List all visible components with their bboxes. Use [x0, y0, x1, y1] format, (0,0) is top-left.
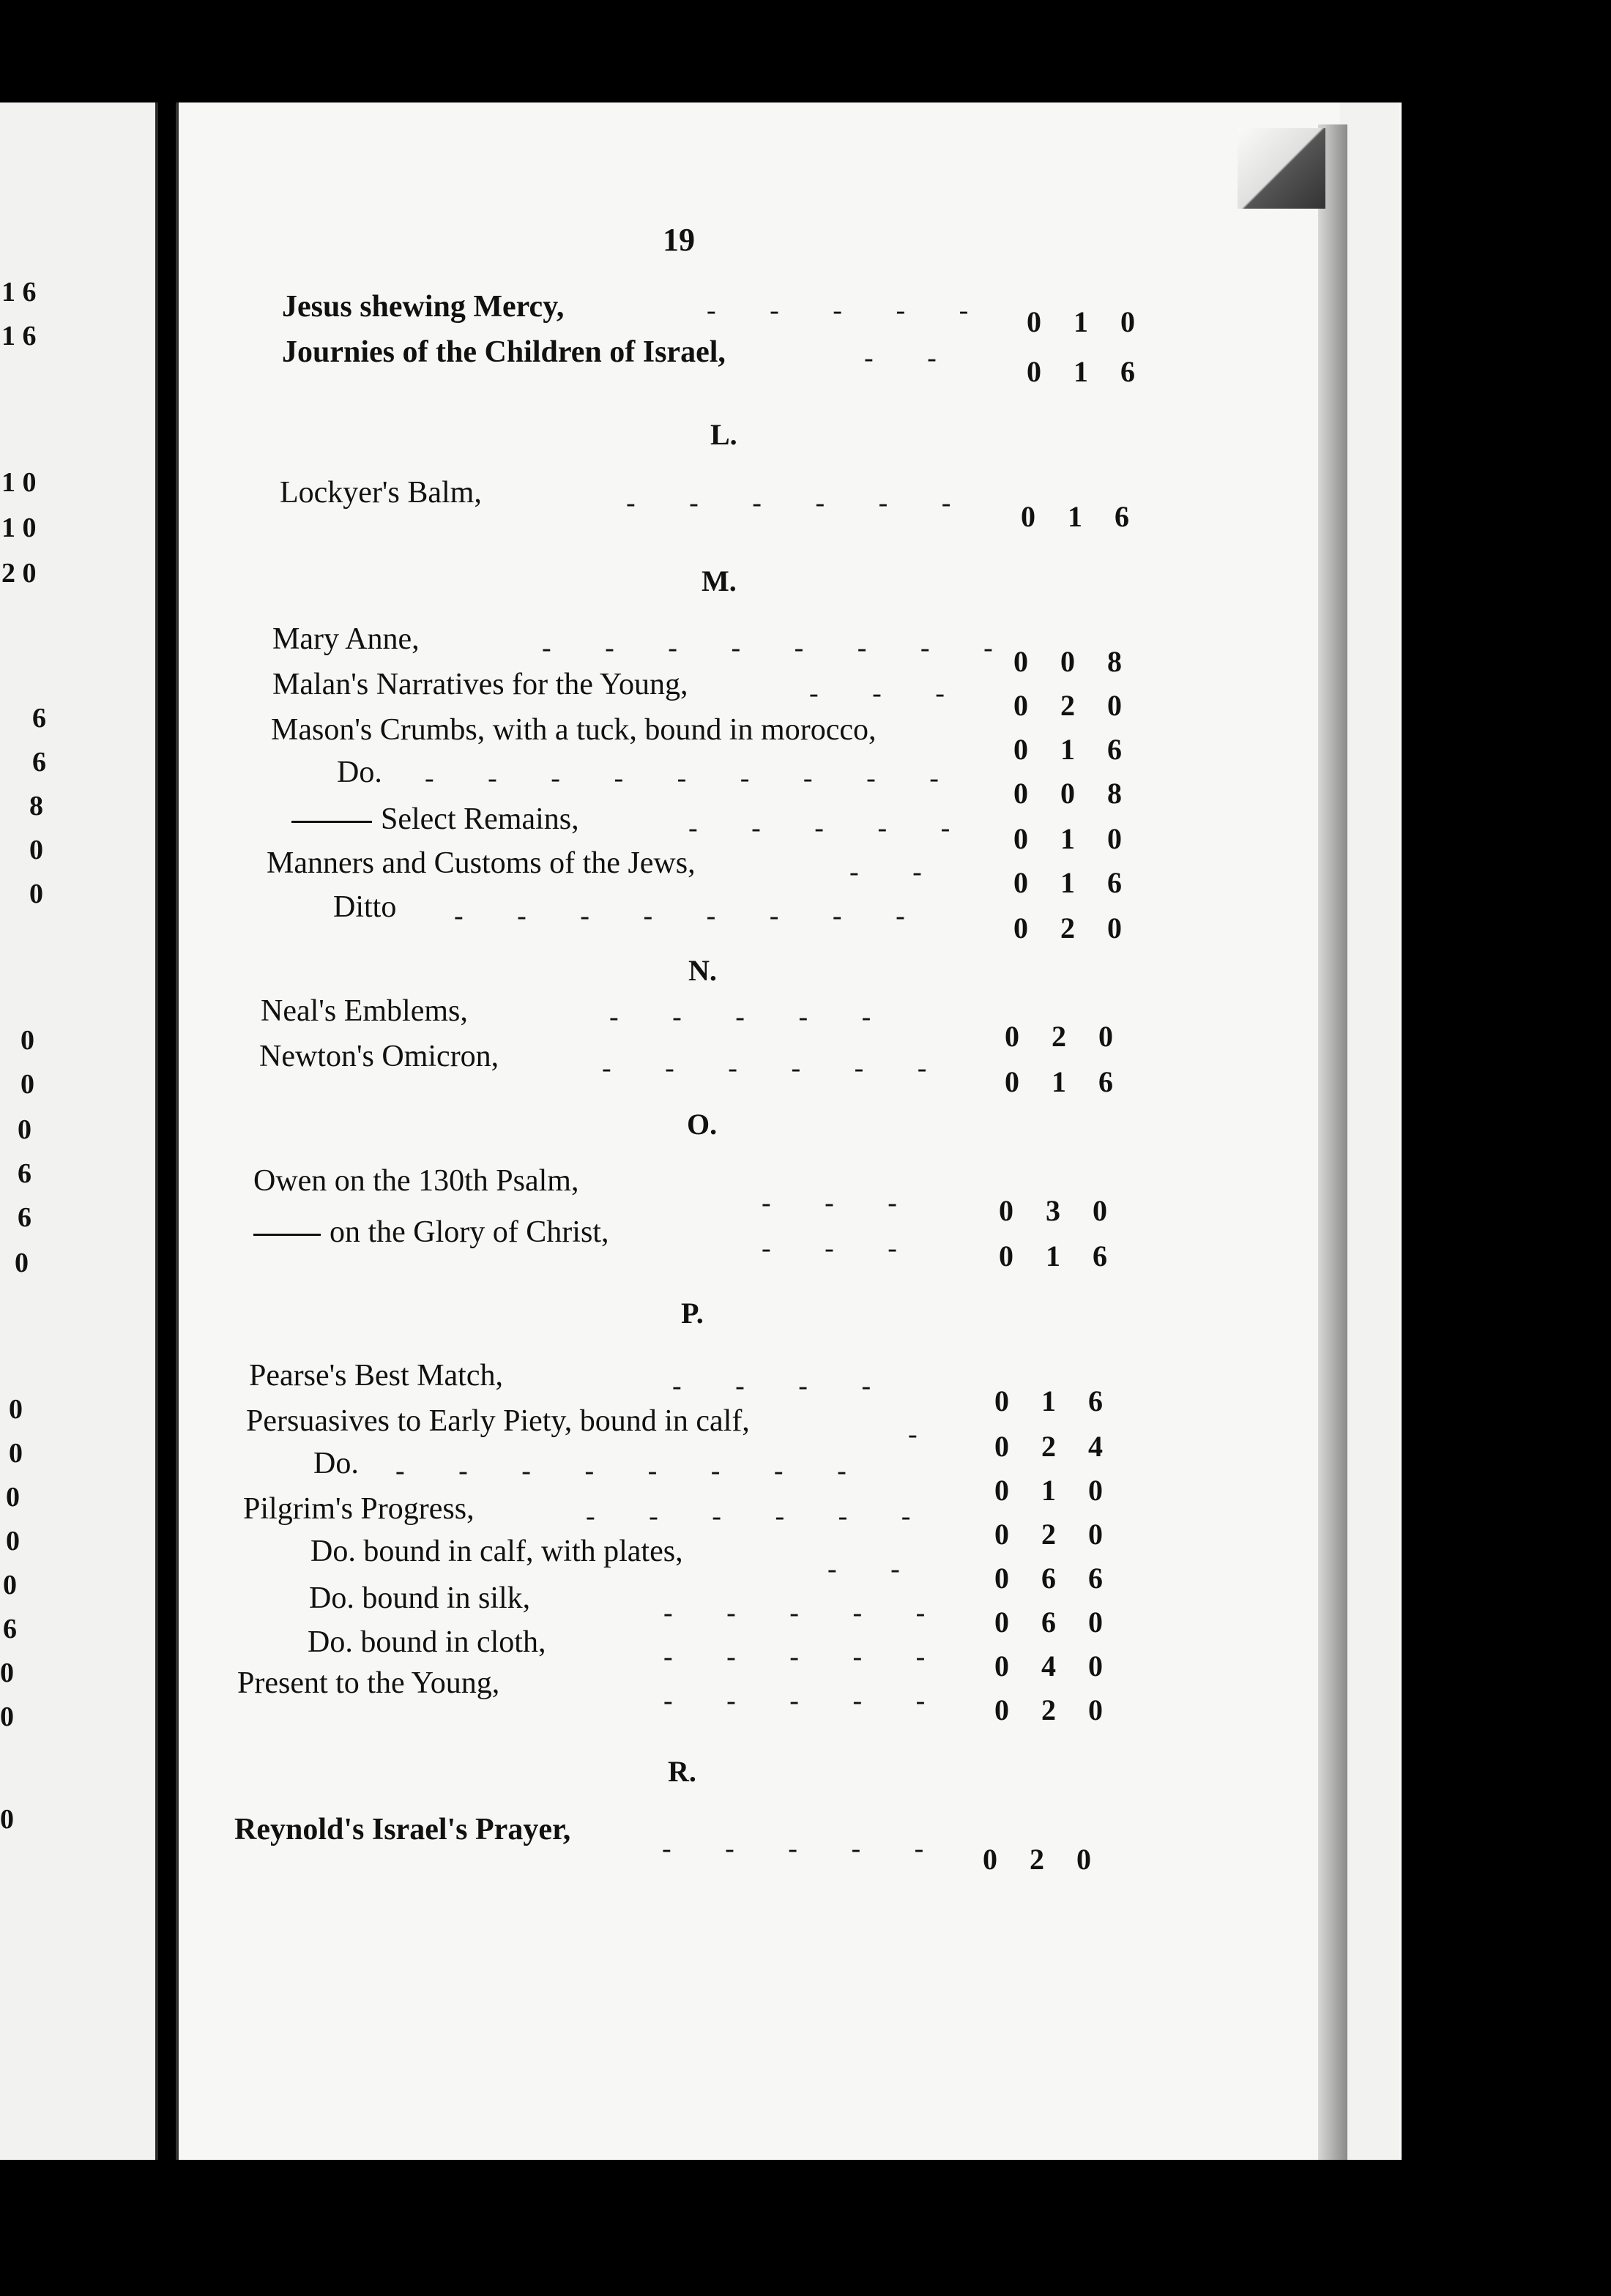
- leader-dots: - - - - - -: [626, 488, 975, 518]
- entry-price: 0 1 6: [1013, 866, 1122, 899]
- entry-title: Do. bound in silk,: [309, 1581, 531, 1615]
- leader-dots: - - - - -: [707, 295, 992, 326]
- page-edge-shadow: [1318, 124, 1347, 2160]
- entry-title: Journies of the Children of Israel,: [282, 335, 726, 369]
- left-page-number: 1 6: [1, 321, 37, 351]
- entry-title: Owen on the 130th Psalm,: [253, 1164, 579, 1198]
- entry-price: 0 0 8: [1013, 777, 1122, 810]
- section-heading: L.: [710, 418, 737, 451]
- left-page-number: 0: [21, 1069, 34, 1100]
- left-page-number: 2 0: [1, 558, 37, 589]
- leader-dots: - - - - -: [688, 813, 974, 843]
- left-page-number: 6: [18, 1202, 31, 1233]
- leader-dots: - - -: [762, 1233, 920, 1264]
- leader-dots: - -: [864, 343, 960, 373]
- leader-dots: - - - - - - - -: [454, 901, 929, 931]
- entry-title: on the Glory of Christ,: [253, 1217, 609, 1248]
- entry-price: 0 1 0: [994, 1474, 1103, 1507]
- left-page-number: 6: [32, 747, 46, 778]
- left-page-number: 8: [29, 791, 43, 821]
- left-page-number: 1 0: [1, 512, 37, 543]
- left-page-fragment: [0, 102, 158, 2160]
- leader-dots: - - - - -: [663, 1598, 949, 1628]
- left-page-number: 0: [21, 1025, 34, 1056]
- folded-corner: [1238, 128, 1325, 209]
- left-page-number: 0: [29, 879, 43, 909]
- entry-price: 0 3 0: [999, 1194, 1107, 1227]
- left-page-number: 0: [9, 1394, 23, 1425]
- entry-price: 0 6 0: [994, 1606, 1103, 1639]
- leader-dots: - - - - - - - -: [395, 1456, 870, 1486]
- left-page-number: 0: [18, 1114, 31, 1145]
- page-number: 19: [663, 222, 695, 258]
- entry-title: Ditto: [333, 890, 397, 924]
- entry-price: 0 1 0: [1013, 822, 1122, 855]
- entry-price: 0 4 0: [994, 1650, 1103, 1682]
- entry-price: 0 2 0: [1005, 1020, 1113, 1053]
- entry-price: 0 1 6: [1021, 500, 1129, 533]
- entry-title: Manners and Customs of the Jews,: [267, 846, 696, 880]
- left-page-number: 0: [6, 1526, 20, 1557]
- page-edge: [1340, 102, 1399, 2160]
- leader-dots: - - - - -: [662, 1833, 948, 1864]
- leader-dots: - -: [827, 1554, 923, 1584]
- left-page-number: 6: [18, 1158, 31, 1189]
- entry-title: Do.: [337, 756, 382, 789]
- entry-title: Reynold's Israel's Prayer,: [234, 1813, 571, 1846]
- entry-price: 0 2 4: [994, 1430, 1103, 1463]
- leader-dots: - -: [849, 857, 945, 887]
- entry-title: Do. bound in cloth,: [308, 1625, 546, 1659]
- repeat-dash: [253, 1234, 321, 1236]
- entry-price: 0 1 6: [999, 1240, 1107, 1272]
- entry-price: 0 2 0: [1013, 689, 1122, 722]
- leader-dots: - - - - - -: [602, 1053, 950, 1084]
- left-page-number: 0: [15, 1248, 29, 1278]
- entry-price: 0 2 0: [994, 1693, 1103, 1726]
- leader-dots: - - - - -: [663, 1641, 949, 1672]
- entry-price: 0 0 8: [1013, 645, 1122, 678]
- repeat-dash: [291, 821, 372, 823]
- left-page-number: 6: [32, 703, 46, 734]
- left-page-number: 0: [3, 1570, 17, 1600]
- entry-price: 0 1 6: [1027, 355, 1135, 388]
- leader-dots: - - - - - -: [586, 1501, 934, 1532]
- section-heading: R.: [668, 1755, 696, 1788]
- left-page-number: 0: [0, 1702, 14, 1732]
- entry-price: 0 1 0: [1027, 305, 1135, 338]
- entry-title: Select Remains,: [291, 804, 579, 835]
- entry-title: Persuasives to Early Piety, bound in calf,: [246, 1404, 750, 1438]
- section-heading: P.: [681, 1297, 704, 1330]
- entry-title: Mary Anne,: [272, 622, 420, 656]
- leader-dots: - - - - - - - -: [542, 633, 1016, 663]
- entry-title: Present to the Young,: [237, 1666, 500, 1700]
- entry-title: Pearse's Best Match,: [249, 1359, 503, 1393]
- left-page-number: 6: [3, 1614, 17, 1644]
- entry-price: 0 1 6: [1013, 733, 1122, 766]
- entry-price: 0 2 0: [1013, 912, 1122, 944]
- left-page-number: 0: [0, 1658, 14, 1688]
- left-page-number: 0: [6, 1482, 20, 1513]
- leader-dots: - - - - -: [663, 1685, 949, 1716]
- leader-dots: -: [908, 1419, 941, 1450]
- entry-title: Do.: [313, 1447, 359, 1480]
- entry-price: 0 1 6: [994, 1384, 1103, 1417]
- entry-title: Do. bound in calf, with plates,: [310, 1535, 683, 1568]
- leader-dots: - - -: [809, 678, 968, 709]
- section-heading: O.: [687, 1108, 718, 1141]
- entry-title: Mason's Crumbs, with a tuck, bound in morocco,: [271, 713, 877, 747]
- entry-price: 0 2 0: [994, 1518, 1103, 1551]
- entry-title: Malan's Narratives for the Young,: [272, 668, 688, 701]
- section-heading: M.: [702, 564, 737, 597]
- leader-dots: - - - - -: [609, 1002, 895, 1032]
- section-heading: N.: [688, 954, 717, 987]
- entry-title: Jesus shewing Mercy,: [282, 290, 565, 324]
- leader-dots: - - - -: [672, 1371, 895, 1401]
- entry-title: Pilgrim's Progress,: [243, 1492, 475, 1526]
- left-page-number: 1 0: [1, 467, 37, 498]
- entry-title: Newton's Omicron,: [259, 1040, 499, 1073]
- entry-price: 0 1 6: [1005, 1065, 1113, 1098]
- left-page-number: 0: [0, 1804, 14, 1835]
- left-page-number: 1 6: [1, 277, 37, 308]
- left-page-number: 0: [29, 835, 43, 865]
- entry-price: 0 2 0: [983, 1843, 1091, 1876]
- left-page-number: 0: [9, 1438, 23, 1469]
- entry-title: Neal's Emblems,: [261, 994, 468, 1028]
- leader-dots: - - -: [762, 1188, 920, 1218]
- leader-dots: - - - - - - - - -: [425, 763, 962, 794]
- entry-price: 0 6 6: [994, 1562, 1103, 1595]
- entry-title: Lockyer's Balm,: [280, 476, 482, 510]
